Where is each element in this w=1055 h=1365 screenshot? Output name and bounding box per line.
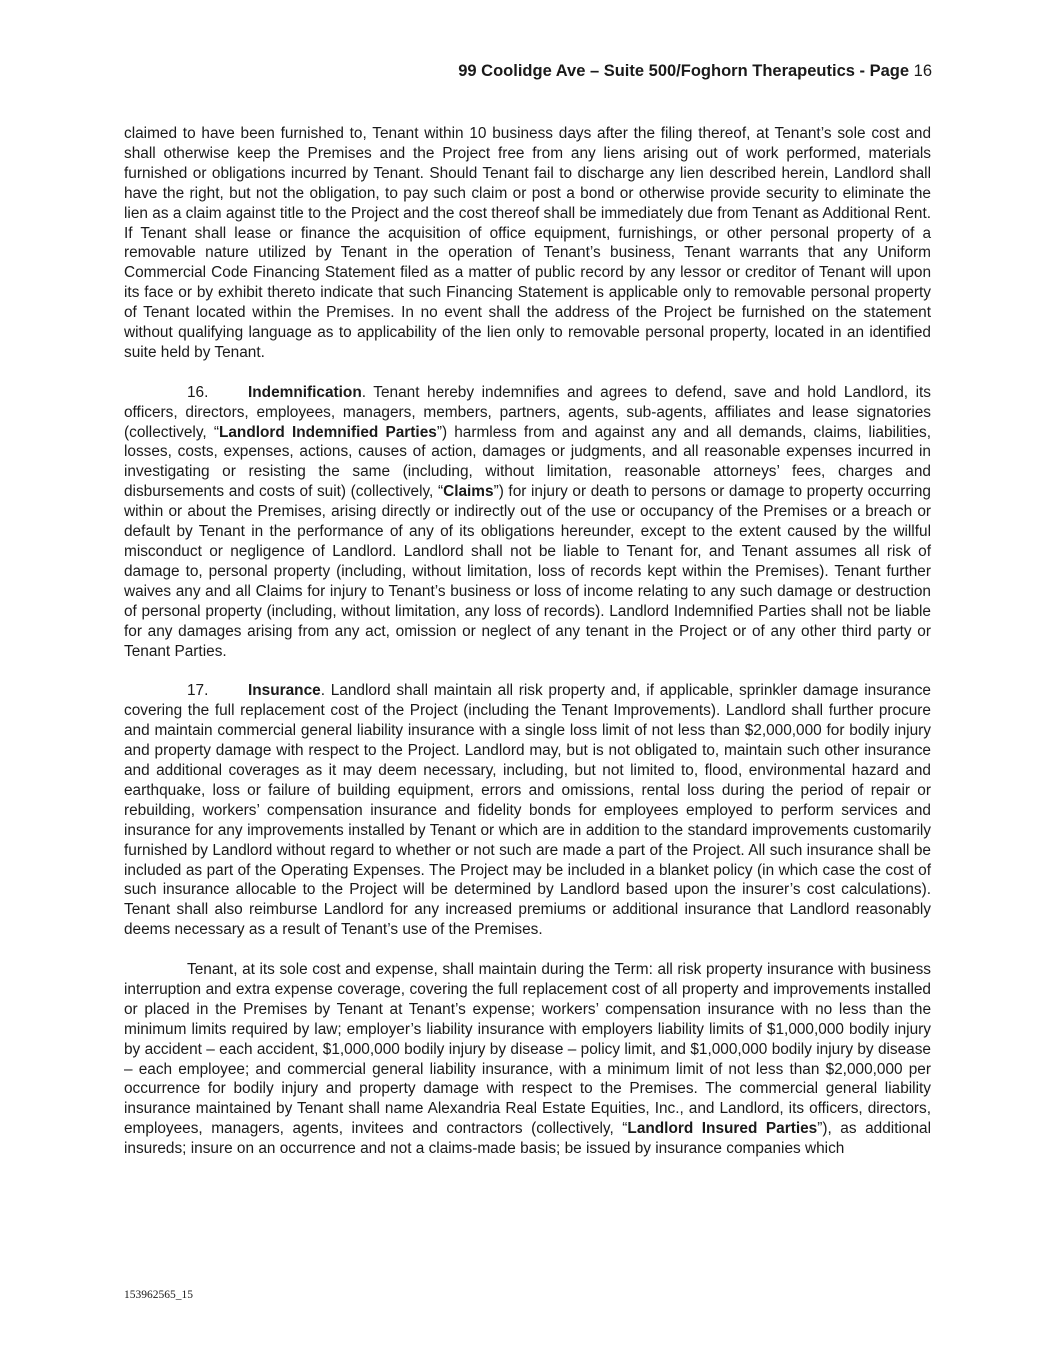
section-16-indemnification: [124, 383, 931, 662]
paragraph-lien-continuation: claimed to have been furnished to, Tenant within 10 business days after the filing thereof, at Tenant’s sole cost and shall otherwise keep the Premises and the Project free from any liens arising out of work performed, materials furnished or obligations incurred by Tenant. Should Tenant fail to discharge any lien described herein, Landlord shall have the right, but not the obligation, to pay such claim or post a bond or otherwise provide security to eliminate the lien as a claim against title to the Project and the cost thereof shall be immediately due from Tenant as Additional Rent. If Tenant shall lease or finance the acquisition of office equipment, furnishings, or other personal property of a removable nature utilized by Tenant in the operation of Tenant’s business, Tenant warrants that any Uniform Commercial Code Financing Statement filed as a matter of public record by any lessor or creditor of Tenant will upon its face or by exhibit thereto indicate that such Financing Statement is applicable only to removable personal property of Tenant located within the Premises. In no event shall the address of the Project be furnished on the statement without qualifying language as to applicability of the lien only to removable personal property, located in an identified suite held by Tenant.: [124, 125, 931, 361]
page-header: [458, 62, 932, 81]
footer-document-id: 153962565_15: [124, 1289, 193, 1301]
section-text: ”) for injury or death to persons or damage to property occurring within or about the Premises, arising directly or indirectly out of the use or occupancy of the Premises or a breach or default by Tenant in the performance of any of its obligations hereunder, except to the extent caused by the willful misconduct or negligence of Landlord. Landlord shall not be liable to Tenant for, and Tenant assumes all risk of damage to, personal property (including, without limitation, loss of records kept within the Premises). Tenant further waives any and all Claims for injury to Tenant’s business or loss of income relating to any such damage or destruction of personal property (including, without limitation, any loss of records). Landlord Indemnified Parties shall not be liable for any damages arising from any act, omission or neglect of any tenant in the Project or of any other third party or Tenant Parties.: [124, 483, 931, 660]
section-text: Tenant, at its sole cost and expense, shall maintain during the Term: all risk property insurance with business interruption and extra expense coverage, covering the full replacement cost of all property and improvements installed or placed in the Premises by Tenant at Tenant’s expense; workers’ compensation insurance with no less than the minimum limits required by law; employer’s liability insurance with employers liability limits of $1,000,000 bodily injury by accident – each accident, $1,000,000 bodily injury by disease – policy limit, and $1,000,000 bodily injury by disease – each employee; and commercial general liability insurance, with a minimum limit of not less than $2,000,000 per occurrence for bodily injury and property damage with respect to the Premises. The commercial general liability insurance maintained by Tenant shall name Alexandria Real Estate Equities, Inc., and Landlord, its officers, directors, employees, managers, agents, invitees and contractors (collectively, “: [124, 961, 931, 1138]
defined-term: Landlord Indemnified Parties: [218, 423, 437, 441]
section-text: ”) harmless from and against any and all demands, claims, liabilities, losses, costs, expenses, actions, causes of action, damages or judgments, and all reasonable expenses incurred in investigating or resisting the same (including, without limitation, reasonable attorneys’ fees, charges and disbursements and costs of suit) (collectively, “: [124, 423, 932, 501]
section-text: . Landlord shall maintain all risk property and, if applicable, sprinkler damage insurance covering the full replacement cost of the Project (including the Tenant Improvements). Landlord shall further procure and maintain commercial general liability insurance with a single loss limit of not less than $2,000,000 for bodily injury and property damage with respect to the Project. Landlord may, but is not obligated to, maintain such other insurance and additional coverages as it may deem necessary, including, but not limited to, flood, environmental hazard and earthquake, loss or failure of building equipment, errors and omissions, rental loss during the period of repair or rebuilding, workers’ compensation insurance and fidelity bonds for employees employed to perform services and insurance for any improvements installed by Tenant or which are in addition to the standard improvements customarily furnished by Landlord without regard to whether or not such are made a part of the Project. All such insurance shall be included as part of the Operating Expenses. The Project may be included in a blanket policy (in which case the cost of such insurance allocable to the Project will be determined by Landlord based upon the insurer’s cost calculations). Tenant shall also reimburse Landlord for any increased premiums or additional insurance that Landlord reasonably deems necessary as a result of Tenant’s use of the Premises.: [124, 682, 931, 939]
section-heading: Indemnification: [248, 383, 362, 401]
section-heading: Insurance: [248, 682, 321, 700]
header-title: 99 Coolidge Ave – Suite 500/Foghorn Therapeutics - Page: [458, 62, 910, 80]
section-text: ”), as additional insureds; insure on an occurrence and not a claims-made basis; be issued by insurance companies which: [124, 1120, 931, 1158]
document-body: [124, 124, 931, 1179]
section-text: . Tenant hereby indemnifies and agrees to defend, save and hold Landlord, its officers, directors, employees, managers, members, partners, agents, sub-agents, affiliates and lease signatories (collectively, “: [124, 383, 931, 441]
section-number: 16.: [187, 383, 209, 401]
paragraph-tenant-insurance: [124, 960, 931, 1159]
section-17-insurance: [124, 681, 931, 940]
header-page-number: 16: [913, 62, 932, 80]
defined-term: Landlord Insured Parties: [627, 1120, 818, 1138]
defined-term: Claims: [443, 483, 494, 501]
section-number: 17.: [187, 682, 209, 700]
